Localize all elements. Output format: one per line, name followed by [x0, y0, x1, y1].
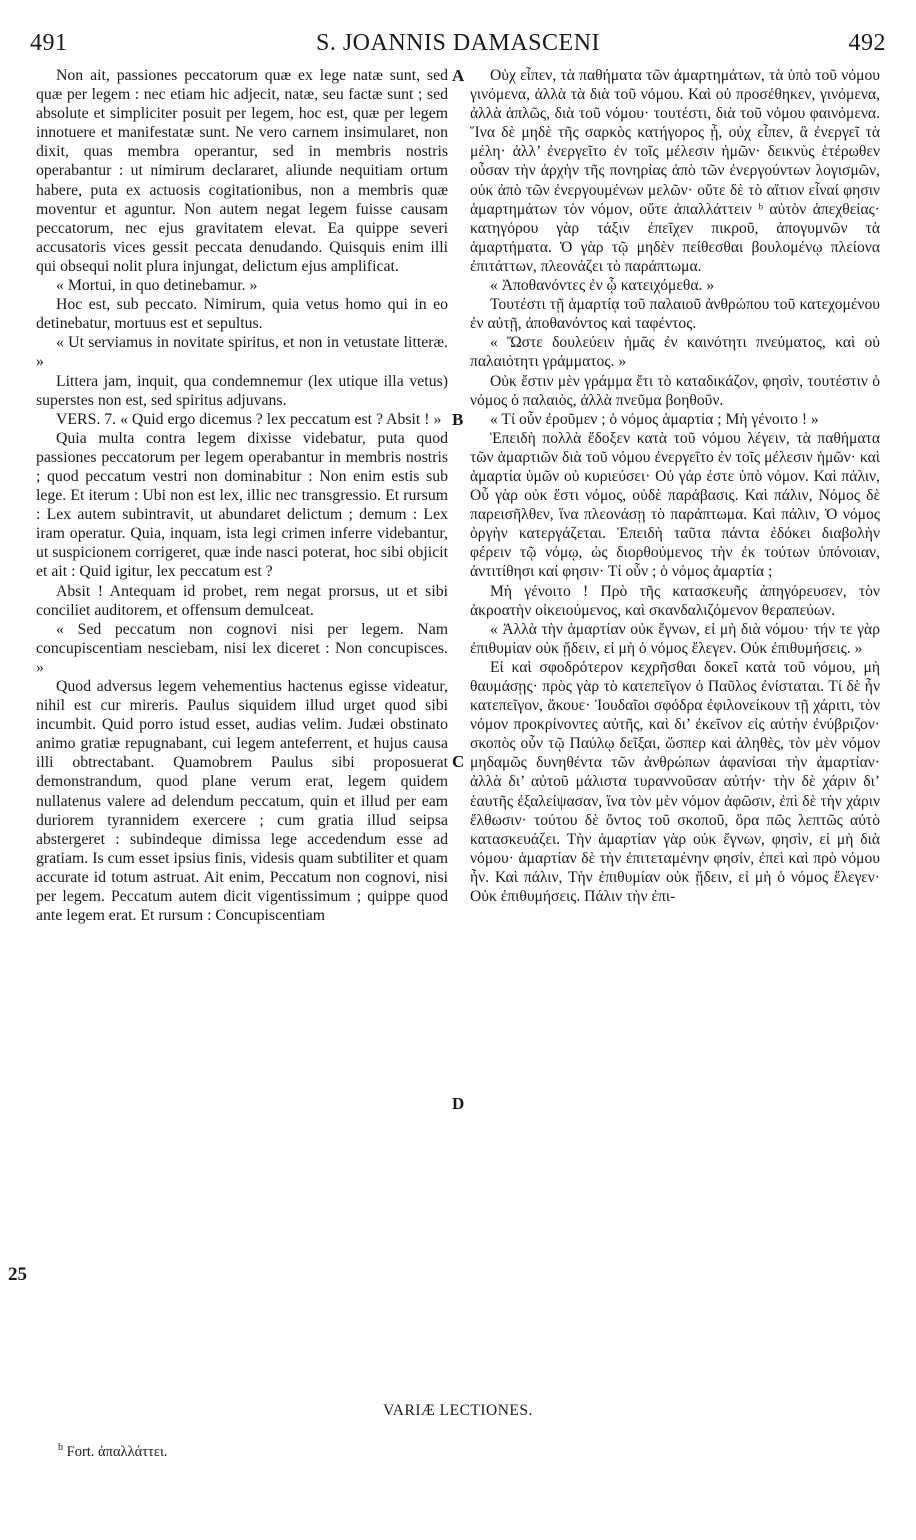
greek-column: [470, 66, 880, 906]
greek-paragraph: Οὐκ ἔστιν μὲν γράμμα ἔτι τὸ καταδικάζον, φησὶν, τουτέστιν ὁ νόμος ὁ παλαιὸς, ἀλλὰ πνεῦμα βοηθοῦν.: [470, 372, 880, 409]
footnote-text: Fort. ἀπαλλάττει.: [66, 1443, 168, 1460]
latin-paragraph: Quia multa contra legem dixisse videbatur, puta quod passiones peccatorum per legem operabantur in membris nostris ; quod peccatum vestri non dominabitur : Non enim estis sub lege. Et iterum : Ubi non est lex, illic nec transgressio. Et rursum : Lex autem subintravit, ut abundaret delictum ; demum : Lex iram operatur. Quia, inquam, ista legi crimen inferre videbantur, ut suspicionem corrigeret, quæ inde nasci poterat, hoc sibi objicit et ait : Quid igitur, lex peccatum est ?: [36, 429, 448, 581]
latin-paragraph: Non ait, passiones peccatorum quæ ex lege natæ sunt, sed quæ per legem : nec etiam hic adjecit, natæ, seu factæ sunt ; sed absolute et simpliciter posuit per legem, hoc est, quæ per legem innotuere et manifestatæ sunt. Ne vero carnem insimularet, non dixit, quas membra operantur, sed in membris nostris operabantur : ut nimirum declararet, aliunde nequitiam ortum habere, puta ex actuosis cogitationibus, non a membris quæ moventur et aguntur. Non autem negat legem fuisse causam peccatorum, nec ejus gravitatem elevat. Ea quippe severi accusatoris vices gessit peccata denudando. Quisquis enim illi qui obsequi nolit plura injungat, delictum ejus amplificat.: [36, 67, 448, 275]
latin-paragraph: Littera jam, inquit, qua condemnemur (lex utique illa vetus) superstes non est, sed spiritus adjuvans.: [36, 372, 448, 409]
latin-column: [36, 66, 448, 925]
latin-quote: « Ut serviamus in novitate spiritus, et non in vetustate litteræ. »: [36, 334, 448, 371]
variae-lectiones-heading: VARIÆ LECTIONES.: [383, 1402, 533, 1419]
greek-paragraph: Εἰ καὶ σφοδρότερον κεχρῆσθαι δοκεῖ κατὰ τοῦ νόμου, μὴ θαυμάσῃς· πρὸς γὰρ τὸ κατεπεῖγον ὁ Παῦλος ἐνίσταται. Τί δὲ ἦν κατεπεῖγον, ἄκουε· Ἰουδαῖοι σφόδρα ἐφιλονείκουν τῇ χάριτι, τὸν νόμον προκρίνοντες αὐτῆς, καὶ δι’ ἐκεῖνον εἰς αὐτὴν ἐνύβριζον· σκοπὸς οὖν τῷ Παύλῳ δεῖξαι, ὥσπερ καὶ ἀληθὲς, τὸν μὲν νόμον μηδαμῶς δυνηθέντα τῶν ἀνθρώπων ἀφανίσαι τὴν ἁμαρτίαν· ἀλλὰ δι’ αὐτοῦ μάλιστα τυραννοῦσαν αὐτήν· τὴν δὲ χάριν δι’ ἑαυτῆς ἐξαλείψασαν, ἵνα τὸν μὲν νόμον ἀφῶσιν, ἐπὶ δὲ τὴν χάριν ἔλθωσιν· τούτου δὲ ὄντος τοῦ σκοποῦ, ὅρα πῶς λεπτῶς αὐτὸ κατασκευάζει. Τὴν ἁμαρτίαν γὰρ οὐκ ἔγνων, φησὶν, εἰ μὴ διὰ νόμου· ἁμαρτίαν δὲ τὴν ἐπιτεταμένην φησίν, ἐπεὶ καὶ πρὸ νόμου ἦν. Καὶ πάλιν, Τὴν ἐπιθυμίαν οὐκ ᾔδειν, εἰ μὴ ὁ νόμος ἔλεγεν· Οὐκ ἐπιθυμήσεις. Πάλιν τὴν ἐπι-: [470, 658, 880, 906]
latin-paragraph: Absit ! Antequam id probet, rem negat prorsus, ut et sibi conciliet auditorem, et offensum demulceat.: [36, 582, 448, 619]
footnote: [58, 1442, 168, 1461]
greek-quote: « Ὥστε δουλεύειν ἡμᾶς ἐν καινότητι πνεύματος, καὶ οὐ παλαιότητι γράμματος. »: [470, 334, 880, 371]
page-number-left: 491: [30, 30, 68, 56]
greek-paragraph: Οὐχ εἶπεν, τὰ παθήματα τῶν ἁμαρτημάτων, τὰ ὑπὸ τοῦ νόμου γινόμενα, ἀλλὰ τὰ διὰ τοῦ νόμου. Καὶ οὐ προσέθηκεν, γινόμενα, ἀλλὰ ἁπλῶς, διὰ τοῦ νόμου· τουτέστι, διὰ τοῦ νόμου φαινόμενα. Ἵνα δὲ μηδὲ τῆς σαρκὸς κατήγορος ᾖ, οὐχ εἶπεν, ἃ ἐνεργεῖ τὰ μέλη· ἀλλ’ ἐνεργεῖτο ἐν τοῖς μέλεσιν ἡμῶν· δεικνὺς ἑτέρωθεν οὖσαν τὴν ἀρχὴν τῆς πονηρίας ἀπὸ τῶν ἐνεργούντων λογισμῶν, οὐκ ἀπὸ τῶν ἐνεργουμένων μελῶν· οὔτε δὲ τὸ αἴτιον εἶναί φησιν ἁμαρτημάτων τὸν νόμον, οὔτε ἀπαλλάττειν ᵇ αὐτὸν ἀπεχθείας· κατηγόρου γὰρ τάξιν ἐπεῖχεν πικροῦ, ἀπογυμνῶν τὰ ἁμαρτήματα. Ὁ γὰρ τῷ μηδὲν πείθεσθαι βουλομένῳ πλείονα ἐπιτάττων, πλεονάζει τὸ παράπτωμα.: [470, 67, 880, 275]
margin-letter-d: D: [452, 1094, 465, 1113]
page-number-right: 492: [848, 30, 886, 56]
running-title: S. JOANNIS DAMASCENI: [315, 30, 601, 56]
latin-quote: « Mortui, in quo detinebamur. »: [56, 277, 258, 295]
greek-quote: « Ἀποθανόντες ἐν ᾧ κατειχόμεθα. »: [490, 277, 715, 295]
latin-paragraph: Quod adversus legem vehementius hactenus egisse videatur, nihil est cur mireris. Paulus siquidem illud urget quod sibi incumbit. Quid porro istud esset, audias velim. Judæi obstinato animo gratiæ repugnabant, cui legem anteferrent, et hujus causa illi obtrectabant. Quamobrem Paulus sibi proposuerat demonstrandum, quod plane verum erat, legem quidem nullatenus valere ad delendum peccatum, quin et illud per eam duriorem tyrannidem exercere ; cum gratia illud seipsa abstergeret : subindeque dimissa lege accedendum esse ad gratiam. Is cum esset ipsius finis, videsis quam subtiliter et quam accurate id totum astruat. Ait enim, Peccatum non cognovi, nisi per legem. Peccatum autem dicit vigentissimum ; quippe quod ante legem erat. Et rursum : Concupiscentiam: [36, 678, 448, 925]
latin-quote: « Sed peccatum non cognovi nisi per legem. Nam concupiscentiam nesciebam, nisi lex diceret : Non concupisces. »: [36, 620, 448, 676]
margin-number: 25: [8, 1264, 27, 1285]
margin-letter-a: A: [452, 66, 465, 85]
running-header: [30, 30, 886, 66]
greek-quote: « Τί οὖν ἐροῦμεν ; ὁ νόμος ἁμαρτία ; Μὴ γένοιτο ! »: [490, 410, 819, 428]
latin-verse-heading: VERS. 7. « Quid ergo dicemus ? lex peccatum est ? Absit ! »: [56, 410, 442, 428]
greek-paragraph: Τουτέστι τῇ ἁμαρτίᾳ τοῦ παλαιοῦ ἀνθρώπου τοῦ κατεχομένου ἐν αὐτῇ, ἀποθανόντος καὶ ταφέντος.: [470, 296, 880, 333]
footnote-mark: b: [58, 1442, 63, 1453]
latin-paragraph: Hoc est, sub peccato. Nimirum, quia vetus homo qui in eo detinebatur, mortuus est et sepultus.: [36, 296, 448, 333]
greek-paragraph: Ἐπειδὴ πολλὰ ἔδοξεν κατὰ τοῦ νόμου λέγειν, τὰ παθήματα τῶν ἁμαρτιῶν διὰ τοῦ νόμου ἐνεργεῖτο ἐν τοῖς μέλεσιν ἡμῶν· καὶ ἁμαρτία ὑμῶν οὐ κυριεύσει· Οὐ γάρ ἐστε ὑπὸ νόμον. Καὶ πάλιν, Οὗ γὰρ οὐκ ἔστι νόμος, οὐδὲ παράβασις. Καὶ πάλιν, Νόμος δὲ παρεισῆλθεν, ἵνα πλεονάσῃ τὸ παράπτωμα. Καὶ πάλιν, Ὁ νόμος ὀργὴν κατεργάζεται. Ἐπειδὴ ταῦτα πάντα ἐδόκει διαβολὴν φέρειν τῷ νόμῳ, ὡς διορθούμενος τὴν ἐκ τούτων ὑπόνοιαν, ἀντιτίθησι καί φησιν· Τί οὖν ; ὁ νόμος ἁμαρτία ;: [470, 429, 880, 581]
margin-letter-c: C: [452, 752, 465, 771]
greek-quote: « Ἀλλὰ τὴν ἁμαρτίαν οὐκ ἔγνων, εἰ μὴ διὰ νόμου· τήν τε γὰρ ἐπιθυμίαν οὐκ ᾔδειν, εἰ μὴ ὁ νόμος ἔλεγεν. Οὐκ ἐπιθυμήσεις. »: [470, 620, 880, 657]
greek-paragraph: Μὴ γένοιτο ! Πρὸ τῆς κατασκευῆς ἀπηγόρευσεν, τὸν ἀκροατὴν οἰκειούμενος, καὶ σκανδαλιζόμενον θεραπεύων.: [470, 582, 880, 619]
margin-letter-b: B: [452, 410, 464, 429]
